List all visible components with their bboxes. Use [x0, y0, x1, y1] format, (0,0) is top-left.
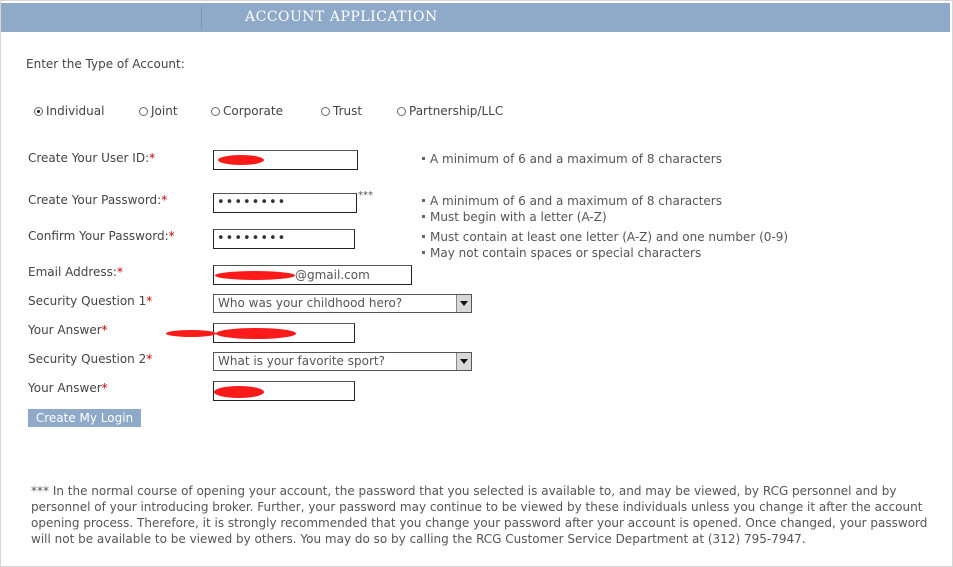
answer-2-input[interactable]: [213, 381, 355, 401]
user-id-hint: A minimum of 6 and a maximum of 8 characters: [422, 151, 722, 167]
password-hints: A minimum of 6 and a maximum of 8 characters Must begin with a letter (A-Z): [422, 193, 722, 225]
email-field[interactable]: @gmail.com: [213, 265, 412, 285]
answer-1-input[interactable]: [213, 323, 355, 343]
security-question-1-select[interactable]: Who was your childhood hero?: [213, 294, 472, 313]
create-login-button[interactable]: Create My Login: [28, 409, 141, 427]
security-question-2-label: Security Question 2*: [28, 352, 153, 366]
redaction-mark: [216, 328, 296, 339]
chevron-down-icon[interactable]: [456, 353, 471, 370]
password-input[interactable]: ••••••••: [213, 193, 357, 213]
radio-icon[interactable]: [397, 107, 406, 116]
password-disclaimer: *** In the normal course of opening your account, the password that you selected is available to, and may be viewed, by RCG personnel and by personnel of your introducing broker. Further, your password may continue to be viewed by these individuals unless you change it after the account opening process. Therefore, it is strongly recommended that you change your password after your account is opened. Once changed, your password will not be available to be viewed by others. You may do so by calling the RCG Customer Service Department at (312) 795-7947.: [31, 484, 928, 546]
radio-label: Corporate: [223, 104, 283, 118]
password-footnote-marker: ***: [358, 190, 373, 201]
radio-label: Individual: [46, 104, 105, 118]
user-id-input[interactable]: [213, 150, 358, 170]
redaction-mark: [215, 271, 295, 280]
confirm-password-input[interactable]: ••••••••: [213, 229, 355, 249]
radio-partnership[interactable]: [397, 103, 503, 119]
redaction-mark: [214, 386, 264, 398]
radio-trust[interactable]: [321, 103, 362, 119]
confirm-password-label: Confirm Your Password:*: [28, 229, 175, 243]
security-question-1-label: Security Question 1*: [28, 294, 153, 308]
radio-label: Trust: [333, 104, 363, 118]
redaction-mark: [218, 155, 264, 165]
chevron-down-icon[interactable]: [456, 295, 471, 312]
page-title: ACCOUNT APPLICATION: [245, 9, 438, 25]
password-label: Create Your Password:*: [28, 193, 168, 207]
radio-checked-icon[interactable]: [34, 107, 43, 116]
radio-icon[interactable]: [211, 107, 220, 116]
account-type-prompt: Enter the Type of Account:: [26, 57, 185, 71]
user-id-label: Create Your User ID:*: [28, 151, 156, 165]
password-hints-continued: Must contain at least one letter (A-Z) and one number (0-9) May not contain spaces or special characters: [422, 229, 788, 261]
email-label: Email Address:*: [28, 265, 123, 279]
security-question-2-select[interactable]: What is your favorite sport?: [213, 352, 472, 371]
radio-joint[interactable]: [139, 103, 178, 119]
radio-individual[interactable]: [34, 103, 104, 119]
radio-icon[interactable]: [321, 107, 330, 116]
radio-label: Joint: [151, 104, 178, 118]
header-divider: [201, 7, 202, 29]
radio-label: Partnership/LLC: [409, 104, 504, 118]
radio-icon[interactable]: [139, 107, 148, 116]
radio-corporate[interactable]: [211, 103, 283, 119]
redaction-mark: [166, 330, 216, 337]
header-bar: [1, 3, 950, 32]
answer-2-label: Your Answer*: [28, 381, 108, 395]
answer-1-label: Your Answer*: [28, 323, 108, 337]
